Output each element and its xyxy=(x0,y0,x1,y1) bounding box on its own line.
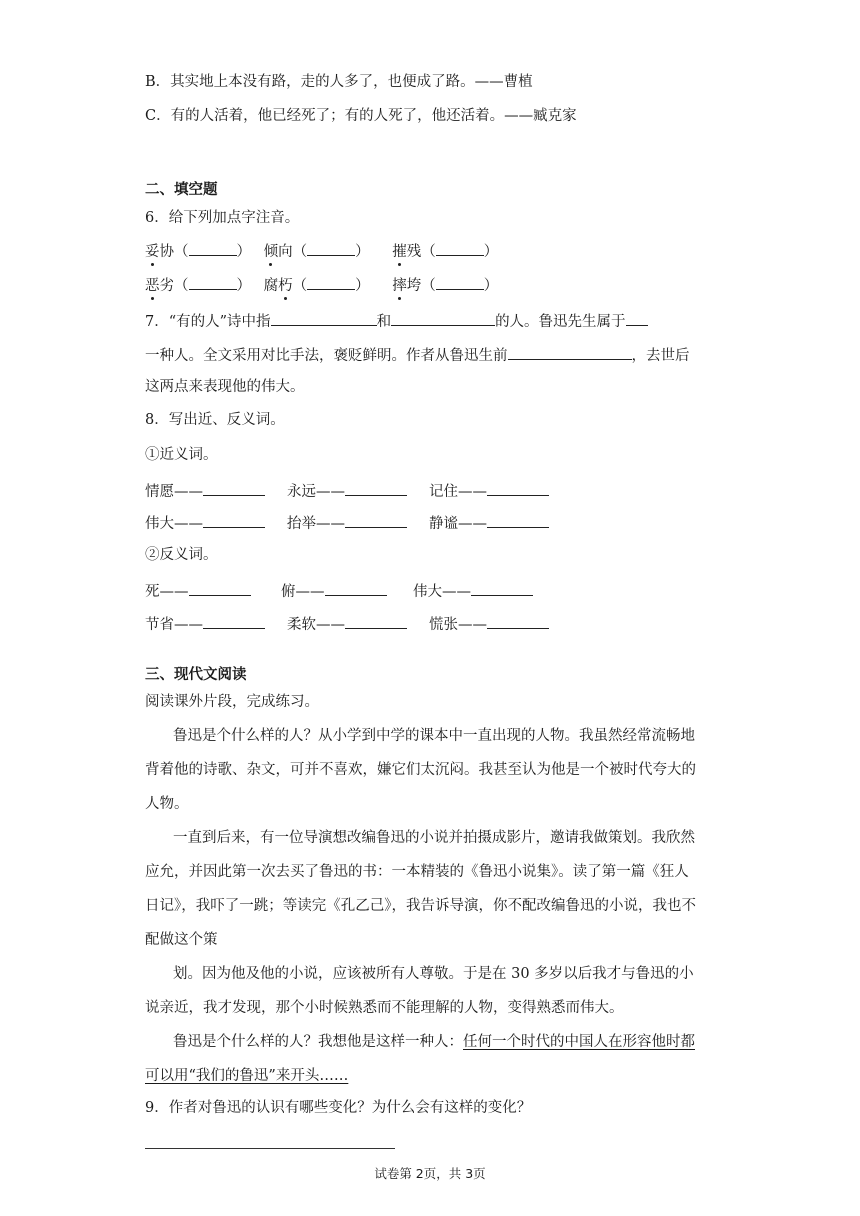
question-8-stem: 8．写出近、反义词。 xyxy=(145,412,285,428)
passage-p2-line-3: 日记》，我吓了一跳；等读完《孔乙己》，我告诉导演，你不配改编鲁迅的小说，我也不 xyxy=(145,898,696,914)
antonym-row-2: 节省—— 柔软—— 慌张—— xyxy=(145,613,549,635)
answer-blank[interactable] xyxy=(436,274,484,290)
question-6-stem: 6．给下列加点字注音。 xyxy=(145,210,300,226)
page-footer: 试卷第 2页，共 3页 xyxy=(374,1166,486,1181)
answer-blank[interactable] xyxy=(471,580,533,596)
answer-blank[interactable] xyxy=(487,613,549,629)
answer-blank[interactable] xyxy=(626,310,648,326)
answer-blank[interactable] xyxy=(391,310,495,326)
passage-p2-line-4: 配做这个策 xyxy=(145,932,218,948)
answer-blank[interactable] xyxy=(203,512,265,528)
passage-p4-line-1: 鲁迅是个什么样的人？我想他是这样一种人：任何一个时代的中国人在形容他时都 xyxy=(173,1034,695,1050)
passage-p2-line-1: 一直到后来，有一位导演想改编鲁迅的小说并拍摄成影片，邀请我做策划。我欣然 xyxy=(173,830,695,846)
underlined-sentence: 可以用“我们的鲁迅”来开头…… xyxy=(145,1068,349,1084)
passage-p4-line-2 xyxy=(145,1066,348,1086)
answer-line xyxy=(145,1148,395,1149)
option-c: C．有的人活着，他已经死了；有的人死了，他还活着。——臧克家 xyxy=(145,108,577,124)
answer-blank[interactable] xyxy=(345,480,407,496)
answer-blank[interactable] xyxy=(307,240,355,256)
question-7-line-1: 7．“有的人”诗中指 和 的人。鲁迅先生属于 xyxy=(145,310,648,332)
answer-blank[interactable] xyxy=(189,240,237,256)
pinyin-item: 摔垮（ ） xyxy=(392,274,498,296)
answer-blank[interactable] xyxy=(487,480,549,496)
answer-blank[interactable] xyxy=(487,512,549,528)
answer-blank[interactable] xyxy=(508,344,632,360)
synonym-label: ①近义词。 xyxy=(145,447,218,463)
antonym-row-1: 死—— 俯—— 伟大—— xyxy=(145,580,533,602)
passage-p3-line-2: 说亲近，我才发现，那个小时候熟悉而不能理解的人物，变得熟悉而伟大。 xyxy=(145,1000,624,1016)
section-title-reading: 三、现代文阅读 xyxy=(145,667,247,683)
answer-blank[interactable] xyxy=(325,580,387,596)
pinyin-item: 倾向（ ） xyxy=(264,240,370,262)
answer-blank[interactable] xyxy=(189,580,251,596)
passage-p3-line-1: 划。因为他及他的小说，应该被所有人尊敬。于是在 30 多岁以后我才与鲁迅的小 xyxy=(173,966,694,982)
passage-p2-line-2: 应允，并因此第一次去买了鲁迅的书：一本精装的《鲁迅小说集》。读了第一篇《狂人 xyxy=(145,864,689,880)
reading-intro: 阅读课外片段，完成练习。 xyxy=(145,694,319,710)
antonym-label: ②反义词。 xyxy=(145,547,218,563)
option-b: B．其实地上本没有路，走的人多了，也便成了路。——曹植 xyxy=(145,74,533,90)
synonym-row-1: 情愿—— 永远—— 记住—— xyxy=(145,480,549,502)
question-7-line-2: 一种人。全文采用对比手法，褒贬鲜明。作者从鲁迅生前 ，去世后 xyxy=(145,344,690,366)
answer-blank[interactable] xyxy=(307,274,355,290)
answer-blank[interactable] xyxy=(189,274,237,290)
underlined-sentence: 任何一个时代的中国人在形容他时都 xyxy=(463,1034,695,1050)
pinyin-row-1 xyxy=(145,240,498,262)
synonym-row-2: 伟大—— 抬举—— 静谧—— xyxy=(145,512,549,534)
passage-p1-line-2: 背着他的诗歌、杂文，可并不喜欢，嫌它们太沉闷。我甚至认为他是一个被时代夸大的 xyxy=(145,762,696,778)
answer-blank[interactable] xyxy=(436,240,484,256)
passage-p1-line-1: 鲁迅是个什么样的人？从小学到中学的课本中一直出现的人物。我虽然经常流畅地 xyxy=(173,728,695,744)
pinyin-item: 腐朽（ ） xyxy=(264,274,370,296)
section-title-fill-in: 二、填空题 xyxy=(145,182,218,198)
answer-blank[interactable] xyxy=(271,310,377,326)
passage-p1-line-3: 人物。 xyxy=(145,796,189,812)
answer-blank[interactable] xyxy=(345,512,407,528)
question-7-line-3: 这两点来表现他的伟大。 xyxy=(145,379,305,395)
answer-blank[interactable] xyxy=(203,480,265,496)
question-9: 9．作者对鲁迅的认识有哪些变化？为什么会有这样的变化？ xyxy=(145,1100,532,1116)
answer-blank[interactable] xyxy=(203,613,265,629)
pinyin-item: 摧残（ ） xyxy=(392,240,498,262)
answer-blank[interactable] xyxy=(345,613,407,629)
pinyin-row-2 xyxy=(145,274,498,296)
pinyin-item: 恶劣（ ） xyxy=(145,274,251,296)
pinyin-item: 妥协（ ） xyxy=(145,240,251,262)
